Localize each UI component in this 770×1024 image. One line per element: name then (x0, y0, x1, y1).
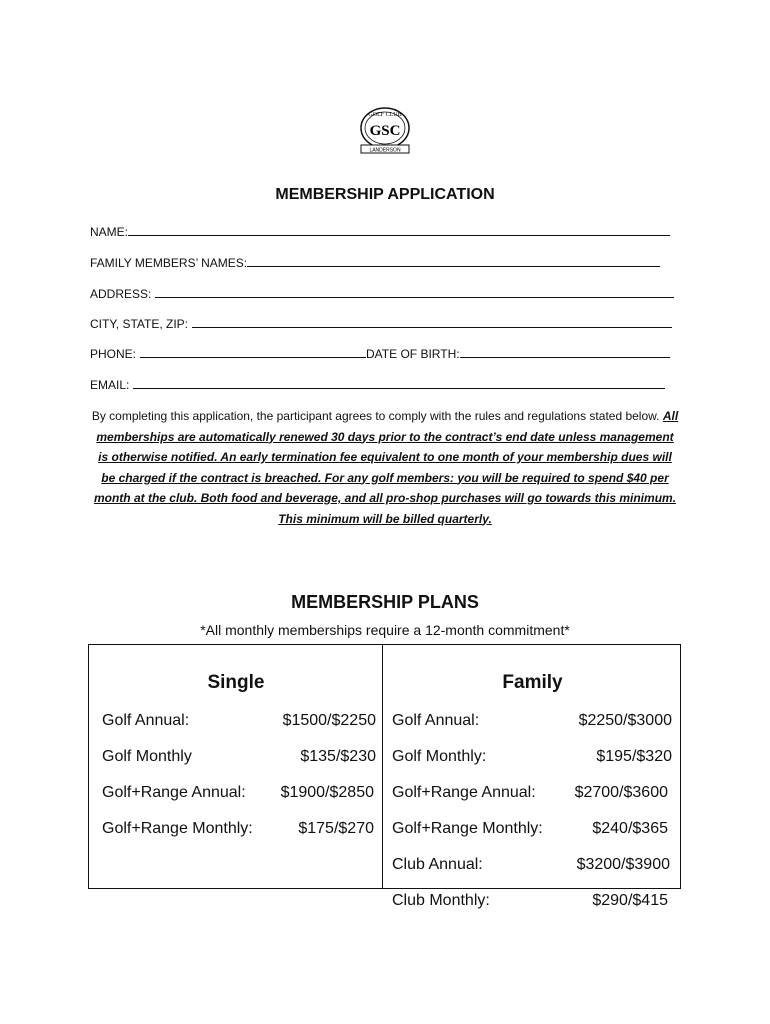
dob-input-line[interactable] (460, 345, 670, 358)
plan-price: $290/$415 (592, 892, 668, 909)
svg-text:GOLF CLUB: GOLF CLUB (368, 112, 402, 118)
phone-dob-field[interactable] (90, 345, 670, 361)
name-label: NAME: (90, 225, 129, 239)
name-field[interactable] (90, 223, 670, 239)
table-row (102, 712, 376, 730)
city-input-line[interactable] (192, 315, 672, 328)
plan-price: $3200/$3900 (576, 856, 670, 873)
table-row (392, 784, 668, 802)
plan-label: Golf+Range Monthly: (392, 820, 543, 837)
address-field[interactable] (90, 285, 674, 301)
svg-text:GSC: GSC (369, 123, 401, 139)
family-input-line[interactable] (247, 254, 660, 267)
plans-title: MEMBERSHIP PLANS (291, 592, 479, 612)
plan-label: Golf+Range Annual: (392, 784, 536, 801)
table-row (102, 820, 374, 838)
plan-label: Club Monthly: (392, 892, 490, 909)
club-logo (352, 102, 418, 158)
plan-label: Club Annual: (392, 856, 483, 873)
email-label: EMAIL: (90, 378, 130, 392)
plan-label: Golf+Range Annual: (102, 784, 246, 801)
plan-price: $240/$365 (592, 820, 668, 837)
table-row (392, 892, 668, 910)
plan-price: $1500/$2250 (282, 712, 376, 729)
address-input-line[interactable] (155, 285, 674, 298)
plan-label: Golf Annual: (102, 712, 190, 729)
plan-label: Golf+Range Monthly: (102, 820, 253, 837)
plan-price: $135/$230 (300, 748, 376, 765)
table-row (392, 856, 670, 874)
table-row (102, 784, 374, 802)
plan-label: Golf Monthly (102, 748, 192, 765)
single-heading: Single (207, 672, 265, 693)
plan-label: Golf Annual: (392, 712, 480, 729)
email-field[interactable] (90, 376, 665, 392)
name-input-line[interactable] (128, 223, 670, 236)
plan-price: $2700/$3600 (574, 784, 668, 801)
plans-note: *All monthly memberships require a 12-month commitment* (200, 622, 570, 638)
table-row (102, 748, 376, 766)
table-row (392, 748, 672, 766)
plan-price: $2250/$3000 (578, 712, 672, 729)
family-label: FAMILY MEMBERS’ NAMES: (90, 256, 248, 270)
phone-input-line[interactable] (140, 345, 366, 358)
table-row (392, 712, 672, 730)
city-label: CITY, STATE, ZIP: (90, 317, 189, 331)
city-field[interactable] (90, 315, 672, 331)
terms-intro: By completing this application, the participant agrees to comply with the rules and regulations stated below. (91, 409, 663, 423)
terms-paragraph (90, 406, 680, 529)
family-field[interactable] (90, 254, 660, 270)
phone-label: PHONE: (90, 347, 137, 361)
plan-label: Golf Monthly: (392, 748, 487, 765)
page-title: MEMBERSHIP APPLICATION (275, 186, 495, 203)
plan-price: $195/$320 (596, 748, 672, 765)
family-heading: Family (502, 672, 563, 693)
dob-label: DATE OF BIRTH: (366, 347, 460, 361)
plan-price: $175/$270 (298, 820, 374, 837)
address-label: ADDRESS: (90, 287, 152, 301)
svg-text:LANDERSON: LANDERSON (369, 147, 401, 154)
table-row (392, 820, 668, 838)
terms-emphasis: All memberships are automatically renewed 30 days prior to the contract’s end date unless management is otherwise notified. An early termination fee equivalent to one month of your membership dues will be charged if the contract is breached. For any golf members: you will be required to spend $40 per month at the club. Both food and beverage, and all pro-shop purchases will go towards this minimum. This minimum will be billed quarterly. (93, 409, 679, 526)
plan-price: $1900/$2850 (280, 784, 374, 801)
email-input-line[interactable] (133, 376, 665, 389)
